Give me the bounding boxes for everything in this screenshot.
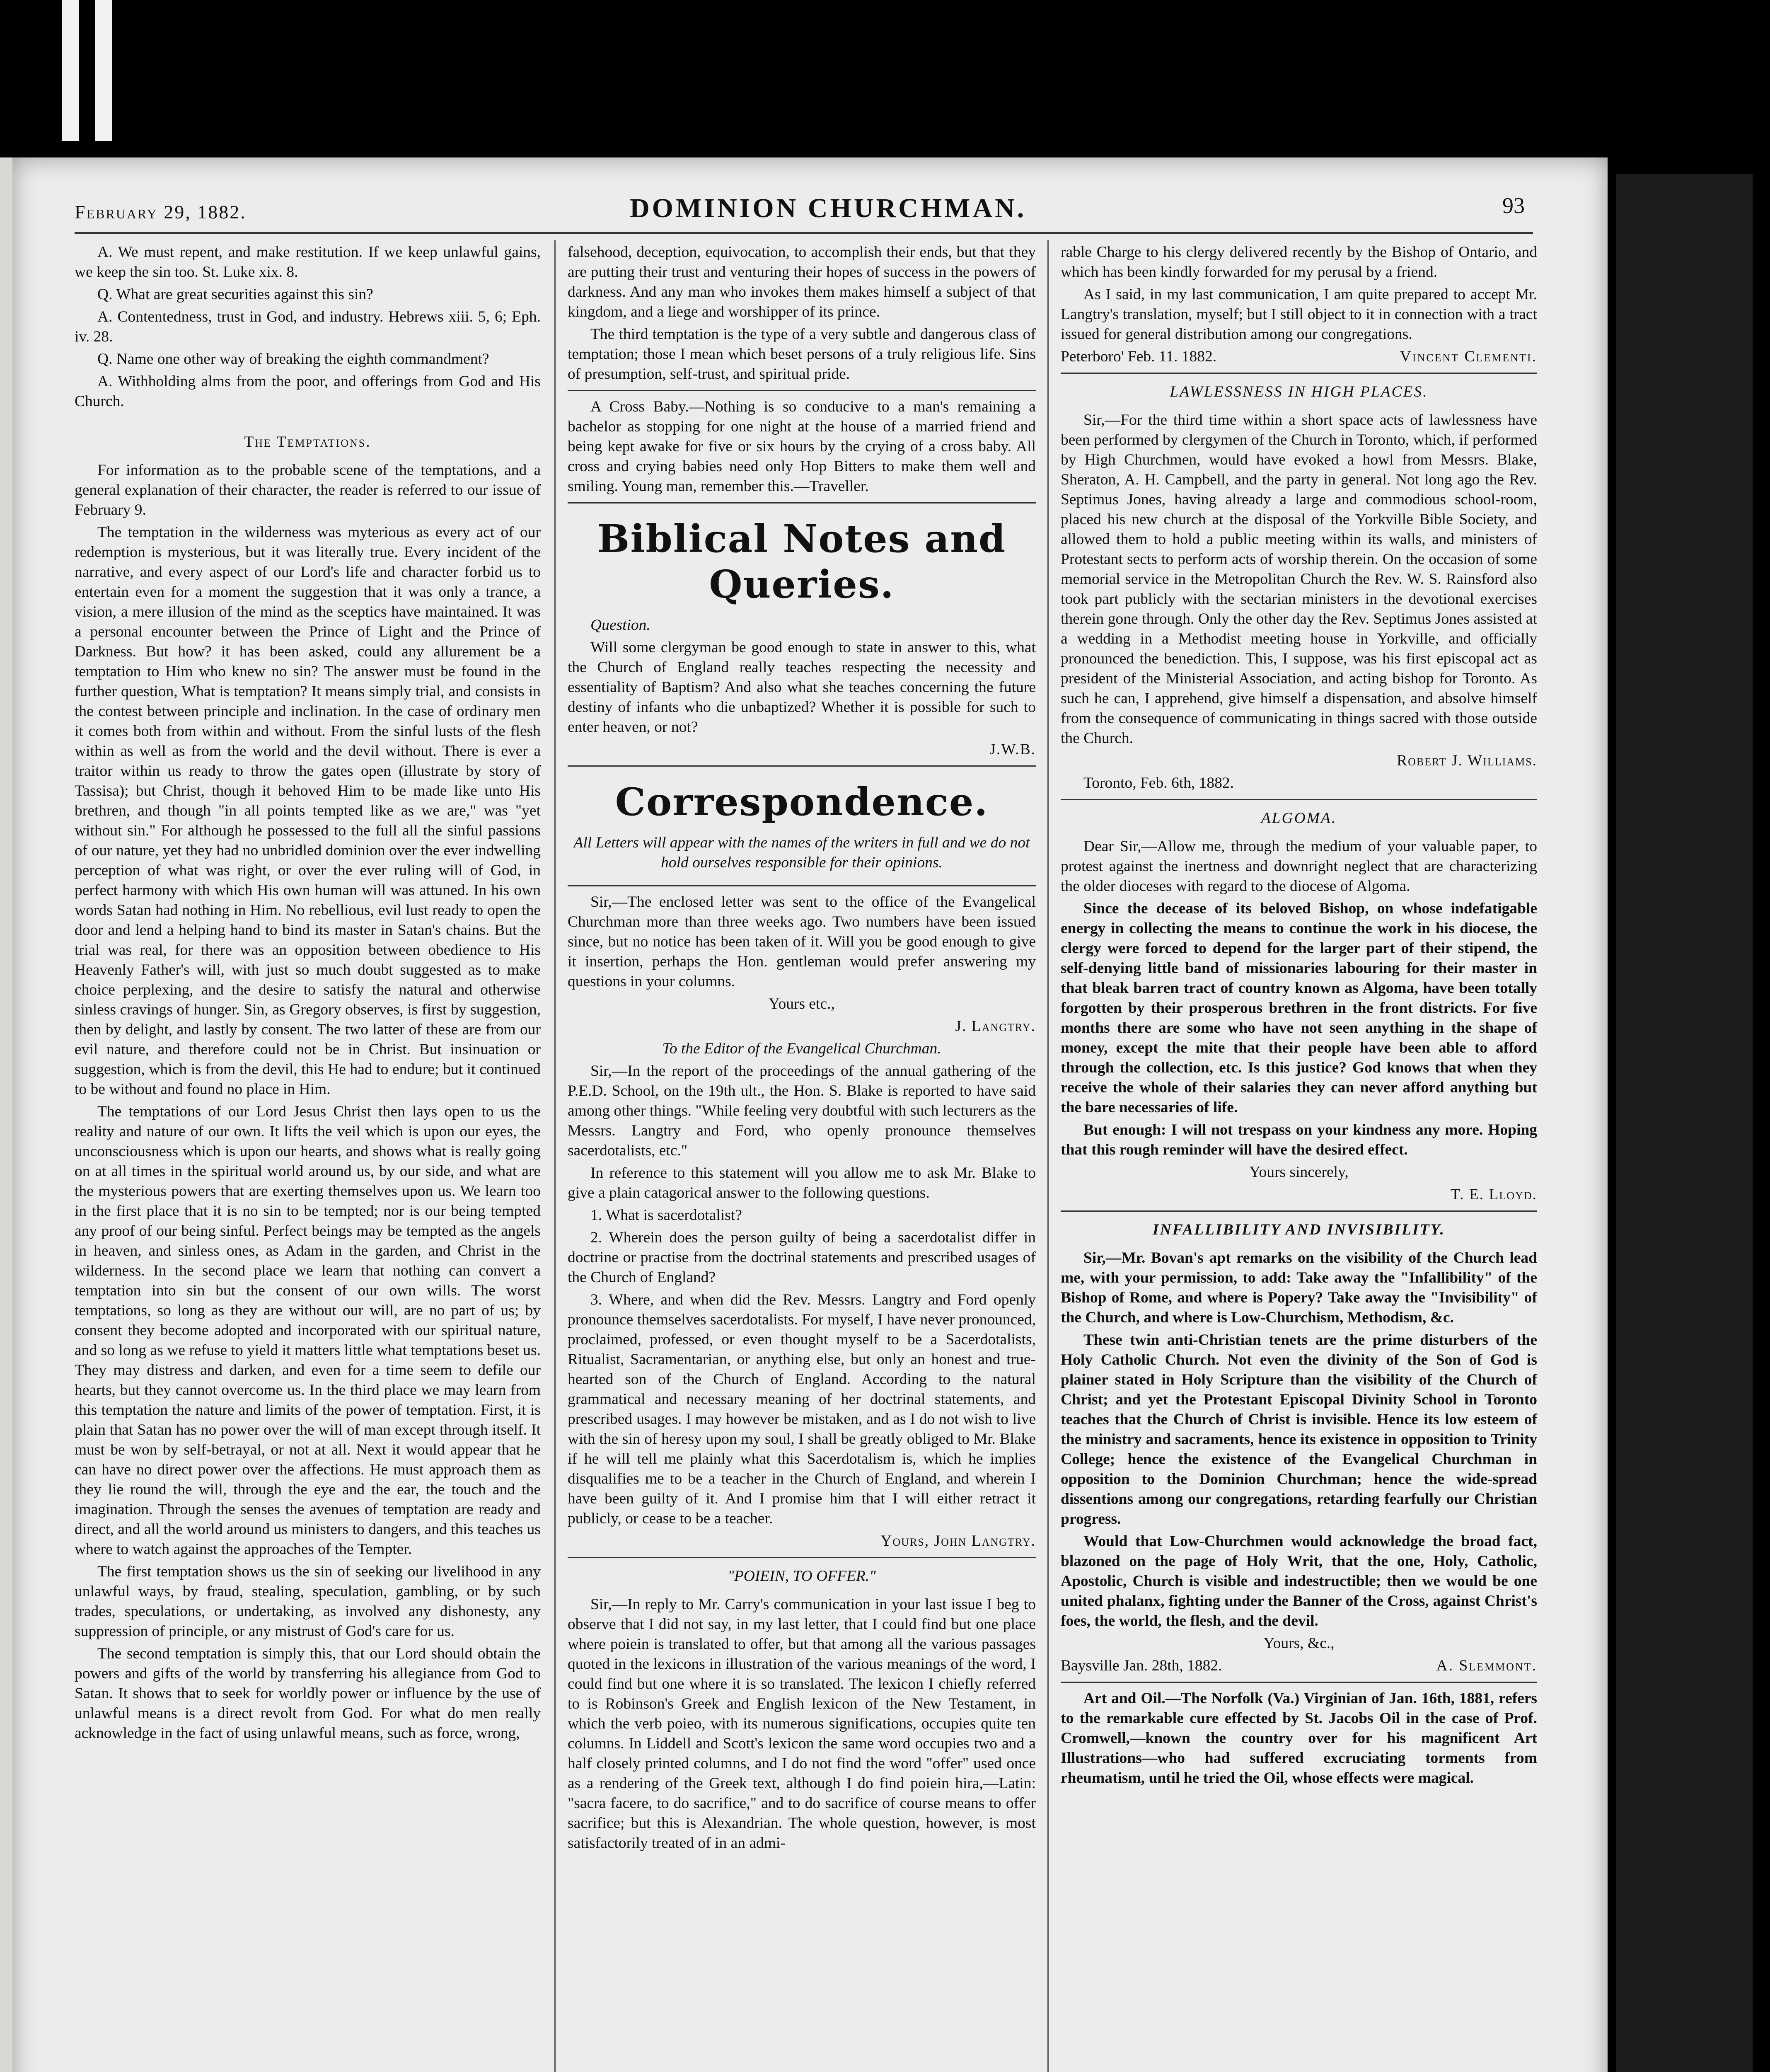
separator bbox=[568, 765, 1036, 767]
letter-paragraph: Sir,—In the report of the proceedings of the annual gathering of the P.E.D. School, on the 19th ult., the Hon. S. Blake is reported to have said among other things. "While feeling very doubtful with such lecturers as the Messrs. Langtry and Ford, who openly pronounce themselves sacerdotalists, etc." bbox=[568, 1063, 1036, 1159]
letter-signature: J. Langtry. bbox=[955, 1018, 1036, 1035]
separator bbox=[568, 885, 1036, 886]
body-paragraph: For information as to the probable scene of the temptations, and a general explanation of their character, the reader is referred to our issue of February 9. bbox=[75, 462, 541, 518]
separator bbox=[568, 1557, 1036, 1558]
question-label: Question. bbox=[590, 617, 650, 634]
letter-signature: Vincent Clementi. bbox=[1400, 348, 1537, 365]
body-paragraph: falsehood, deception, equivocation, to accomplish their ends, but that they are putting their trust and venturing their hopes of success in the powers of darkness. And any man who invokes them makes himself a subject of that kingdom, and a liege and worshipper of its prince. bbox=[568, 244, 1036, 320]
header-date: February 29, 1882. bbox=[75, 201, 247, 223]
letter-closing: Yours, &c., bbox=[1263, 1635, 1335, 1652]
letter-paragraph: Sir,—The enclosed letter was sent to the office of the Evangelical Churchman more than three weeks ago. Two numbers have been issued since, but no notice has been taken of it. Will you be good enough to give it insertion, perhaps the Hon. gentleman would prefer answering my questions in your columns. bbox=[568, 893, 1036, 990]
letter-paragraph: These twin anti-Christian tenets are the prime disturbers of the Holy Catholic Church. Not even the divinity of the Son of God is plainer stated in Holy Scripture than the visibility of the Church of Christ; and yet the Protestant Episcopal Divinity School in Toronto teaches that the Church of Christ is invisible. Hence its low esteem of the ministry and sacraments, hence its existence in opposition to Trinity College; hence the existence of the Evangelical Churchman in opposition to the Dominion Churchman; hence the wide-spread dissentions among our congregations, retarding fearfully our Christian progress. bbox=[1061, 1331, 1537, 1527]
advertisement-art-and-oil: Art and Oil.—The Norfolk (Va.) Virginian of Jan. 16th, 1881, refers to the remarkable cure effected by St. Jacobs Oil in the case of Prof. Cromwell,—known the country over for his magnificent Art Illustrations—who had suffered excruciating torments from rheumatism, until he tried the Oil, whose effects were magical. bbox=[1061, 1690, 1537, 1786]
letter-signature: T. E. Lloyd. bbox=[1450, 1186, 1537, 1203]
section-heading-temptations: The Temptations. bbox=[244, 433, 371, 450]
question-text: Will some clergyman be good enough to state in answer to this, what the Church of England really teaches respecting the necessity and essentiality of Baptism? And also what she teaches concerning the future destiny of infants who die unbaptized? Whether it is possible for such to enter heaven, or not? bbox=[568, 639, 1036, 736]
separator bbox=[1061, 373, 1537, 374]
letter-question: 1. What is sacerdotalist? bbox=[590, 1207, 742, 1224]
section-heading-lawlessness: LAWLESSNESS IN HIGH PLACES. bbox=[1170, 383, 1428, 400]
letter-paragraph: Sir,—For the third time within a short space acts of lawlessness have been performed by clergymen of the Church in Toronto, which, if performed by High Churchmen, would have evoked a howl from Messrs. Blake, Sheraton, A. H. Campbell, and the party in general. Not long ago the Rev. Septimus Jones, having already a large and commodious school-room, placed his new church at the disposal of the Yorkville Bible Society, and allowed them to hold a public meeting within its walls, and ministers of Protestant sects to perform acts of worship therein. On the occasion of some memorial service in the Metropolitan Church the Rev. W. S. Rainsford also took part publicly with the sectarian ministers in the devotional exercises therein gone through. Only the other day the Rev. Septimus Jones assisted at a wedding in a Methodist meeting house in Yorkville, and officially pronounced the benediction. This, I suppose, was his first episcopal act as president of the Ministerial Association, and acting bishop for Toronto. As such he can, I apprehend, give himself a dispensation, and absolve himself from the consequence of communicating in things sacred with those outside the Church. bbox=[1061, 411, 1537, 747]
letter-signature: Robert J. Williams. bbox=[1397, 752, 1537, 769]
body-paragraph: The temptation in the wilderness was myterious as every act of our redemption is mysterious, but it was literally true. Every incident of the narrative, and every aspect of our Lord's life and character forbid us to entertain even for a moment the suggestion that it was only a trance, a vision, a mere illusion of the mind as the sceptics have maintained. It was a personal encounter between the Prince of Light and the Prince of Darkness. But how? it has been asked, could any allurement be a temptation to Him who knew no sin? The answer must be found in the further question, What is temptation? It means simply trial, and consists in the contest between principle and inclination. In the case of ordinary men it comes both from within and without. From the sinful lusts of the flesh within as well as from the world and the devil without. There is ever a traitor within us ready to throw the gates open (illustrate by story of Tassisa); but Christ, though it behoved Him to be made like unto His brethren, and though "in all points tempted like as we are," was "yet without sin." For although he possessed to the full all the sinful passions of our nature, yet they had no unbridled dominion over the ever indwelling perception of what was right, or over the ever ruling will of God, in perfect harmony with which His own human will was attuned. In his own words Satan had nothing in Him. No rebellious, evil lust ready to open the door and lend a helping hand to bind its master in Satan's chains. But the trial was real, for there was an opposition between obedience to His Heavenly Father's will, with just so much doubt suggested as to make choice perplexing, and the desire to satisfy the natural and otherwise sinless cravings of hunger. Sin, as Gregory observes, is first by suggestion, then by delight, and lastly by consent. The two latter of these are from our evil nature, and therefore could not be in Christ. But insinuation or suggestion, which is from the devil, this He had to endure; but it continued to be without and found no place in Him. bbox=[75, 524, 541, 1098]
catechism-answer: A. Contentedness, trust in God, and industry. Hebrews xiii. 5, 6; Eph. iv. 28. bbox=[75, 308, 541, 345]
film-edge-left-2 bbox=[95, 0, 112, 141]
letter-paragraph: rable Charge to his clergy delivered recently by the Bishop of Ontario, and which has been kindly forwarded for my perusal by a friend. bbox=[1061, 244, 1537, 281]
section-heading-correspondence: Correspondence. bbox=[615, 779, 989, 824]
body-paragraph: The third temptation is the type of a very subtle and dangerous class of temptation; those I mean which beset persons of a truly religious life. Sins of presumption, self-trust, and spiritual pride. bbox=[568, 326, 1036, 382]
column-rule-1 bbox=[554, 240, 556, 2072]
letter-address: To the Editor of the Evangelical Churchman. bbox=[662, 1040, 941, 1057]
letter-paragraph: Since the decease of its beloved Bishop, on whose indefatigable energy in collecting the means to continue the work in his diocese, the clergy were forced to depend for the larger part of their stipend, the self-denying little band of missionaries labouring for their master in that bleak barren tract of country known as Algoma, have been totally forgotten by their prosperous brethren in the front districts. For five months there are some who have not seen anything in the shape of money, except the mite that their people have been able to afford through the collection, etc. Is this justice? God knows that when they receive the whole of their salaries they can never afford anything but the bare necessaries of life. bbox=[1061, 900, 1537, 1116]
letter-dateline bbox=[1061, 347, 1537, 367]
film-edge-left-1 bbox=[62, 0, 79, 141]
letter-place-date: Peterboro' Feb. 11. 1882. bbox=[1061, 348, 1217, 365]
body-paragraph: The second temptation is simply this, that our Lord should obtain the powers and gifts of the world by transferring his allegiance from God to Satan. It shows that to seek for worldly power or influence by the use of unlawful means is a direct revolt from God. For what do men really acknowledge in the fact of using unlawful means, such as force, wrong, bbox=[75, 1645, 541, 1742]
correspondence-note: All Letters will appear with the names of the writers in full and we do not hold ourselves responsible for their opinions. bbox=[573, 834, 1030, 871]
letter-signature: A. Slemmont. bbox=[1436, 1657, 1537, 1674]
question-signature: J.W.B. bbox=[989, 741, 1036, 758]
letter-closing: Yours etc., bbox=[769, 995, 835, 1012]
letter-signature: Yours, John Langtry. bbox=[880, 1532, 1036, 1549]
column-1 bbox=[75, 242, 541, 1746]
letter-paragraph: As I said, in my last communication, I am quite prepared to accept Mr. Langtry's translation, myself; but I still object to it in connection with a tract issued for general distribution among our congregations. bbox=[1061, 286, 1537, 343]
separator bbox=[1061, 1682, 1537, 1683]
letter-place-date: Toronto, Feb. 6th, 1882. bbox=[1083, 775, 1234, 792]
body-paragraph: The first temptation shows us the sin of seeking our livelihood in any unlawful ways, by fraud, stealing, speculation, gambling, or by such trades, speculations, or undertaking, as involved any dishonesty, any suppression of principle, or any mistrust of God's care for us. bbox=[75, 1563, 541, 1640]
separator bbox=[1061, 799, 1537, 800]
letter-paragraph: Sir,—In reply to Mr. Carry's communication in your last issue I beg to observe that I did not say, in my last letter, that I could find but one place where poiein is translated to offer, but that among all the various passages quoted in the lexicons in illustration of the various meanings of the word, I could find but one where it is so translated. The lexicon I chiefly referred to is Robinson's Greek and English lexicon of the New Testament, in which the verb poieo, with its numerous significations, occupies quite ten columns. In Liddell and Scott's lexicon the same word occupies two and a half closely printed columns, and I do not find the word "offer" used once as a rendering of the Greek text, although I do find poiein hira,—Latin: "sacra facere, to do sacrifice," and to do sacrifice of course means to offer sacrifice; but this is Alexandrian. The whole question, however, is most satisfactorily treated of in an admi- bbox=[568, 1596, 1036, 1852]
letter-question: 3. Where, and when did the Rev. Messrs. Langtry and Ford openly pronounce themselves sacerdotalists. For myself, I have never pronounced, proclaimed, professed, or even thought myself to be a Sacerdotalists, Ritualist, Sacramentarian, or anything else, but only an honest and true-hearted son of the Church of England. According to the natural grammatical and necessary meaning of her doctrinal statements, and prescribed usages. I may however be mistaken, and as I do not wish to live with the sin of heresy upon my soul, I shall be greatly obliged to Mr. Blake if he will tell me plainly what this Sacerdotalism is, which he implies disqualifies me to be a teacher in the Church of England, and wherein I have been guilty of it. And I promise him that I will either retract it publicly, or cease to be a teacher. bbox=[568, 1291, 1036, 1527]
letter-paragraph: In reference to this statement will you allow me to ask Mr. Blake to give a plain catagorical answer to the following questions. bbox=[568, 1164, 1036, 1201]
section-heading-infallibility: INFALLIBILITY AND INVISIBILITY. bbox=[1153, 1221, 1445, 1238]
separator bbox=[568, 502, 1036, 503]
column-3 bbox=[1061, 242, 1537, 1791]
page-header bbox=[75, 189, 1525, 226]
section-heading-poiein: "POIEIN, TO OFFER." bbox=[728, 1568, 876, 1585]
separator bbox=[1061, 1210, 1537, 1212]
page-binding-shadow bbox=[1616, 174, 1753, 2072]
letter-paragraph: Would that Low-Churchmen would acknowledge the broad fact, blazoned on the page of Holy Writ, that the one, Holy, Catholic, Apostolic, Church is visible and indestructible; then we would be one united phalanx, fighting under the Banner of the Cross, against Christ's foes, the world, the flesh, and the devil. bbox=[1061, 1533, 1537, 1629]
letter-closing: Yours sincerely, bbox=[1249, 1164, 1349, 1181]
separator bbox=[568, 390, 1036, 391]
header-rule bbox=[75, 232, 1533, 234]
catechism-question: Q. What are great securities against this sin? bbox=[97, 286, 373, 303]
column-rule-2 bbox=[1047, 240, 1049, 2072]
body-paragraph: The temptations of our Lord Jesus Christ then lays open to us the reality and nature of our own. It lifts the veil which is upon our eyes, the unconsciousness which is upon our hearts, and shows what is really going on at all times in the spiritual world around us, by our side, and what are the mysterious powers that are exerting themselves upon us. We learn too in the first place that it is no sin to be tempted; nor is our being tempted any proof of our being sinful. Perfect beings may be tempted as the angels in heaven, and sinless ones, as Adam in the garden, and Christ in the wilderness. In the second place we learn that nothing can convert a temptation into sin but the consent of our own wills. The worst temptations, so long as they are without our will, are no part of us; by consent they become adopted and incorporated with our spiritual nature, and so long as we refuse to yield it matters little what temptations beset us. They may distress and darken, and even for a time seem to defile our hearts, but they cannot overcome us. In the third place we may learn from this temptation the nature and limits of the power of temptation. First, it is plain that Satan has no power over the will of man except through itself. It must be won by self-betrayal, or not at all. Next it would appear that he can have no direct power over the affections. He must approach them as they lie round the will, through the eye and the ear, the touch and the imagination. Through the senses the avenues of temptation are ready and direct, and all the world around us ministers to dangers, and this teaches us where to watch against the approaches of the Tempter. bbox=[75, 1103, 541, 1558]
masthead-title: DOMINION CHURCHMAN. bbox=[630, 193, 1027, 223]
column-2 bbox=[568, 242, 1036, 1856]
advertisement-cross-baby: A Cross Baby.—Nothing is so conducive to a man's remaining a bachelor as stopping for one night at the house of a married friend and being kept awake for five or six hours by the crying of a cross baby. All cross and crying babies need only Hop Bitters to make them well and smiling. Young man, remember this.—Traveller. bbox=[568, 398, 1036, 495]
letter-paragraph: Dear Sir,—Allow me, through the medium of your valuable paper, to protest against the inertness and downright neglect that are characterizing the older dioceses with regard to the diocese of Algoma. bbox=[1061, 838, 1537, 895]
catechism-answer: A. Withholding alms from the poor, and offerings from God and His Church. bbox=[75, 373, 541, 410]
catechism-question: Q. Name one other way of breaking the eighth commandment? bbox=[97, 351, 489, 368]
letter-dateline bbox=[1061, 1656, 1537, 1676]
letter-question: 2. Wherein does the person guilty of being a sacerdotalist differ in doctrine or practise from the doctrinal statements and prescribed usages of the Church of England? bbox=[568, 1229, 1036, 1286]
page-number: 93 bbox=[1502, 193, 1525, 218]
letter-paragraph: But enough: I will not trespass on your kindness any more. Hoping that this rough reminder will have the desired effect. bbox=[1061, 1121, 1537, 1158]
letter-place-date: Baysville Jan. 28th, 1882. bbox=[1061, 1657, 1222, 1674]
letter-paragraph: Sir,—Mr. Bovan's apt remarks on the visibility of the Church lead me, with your permission, to add: Take away the "Infallibility" of the Bishop of Rome, and where is Popery? Take away the "Invisibility" of the Church, and where is Low-Churchism, Methodism, &c. bbox=[1061, 1249, 1537, 1326]
section-heading-algoma: ALGOMA. bbox=[1261, 810, 1337, 827]
catechism-answer: A. We must repent, and make restitution. If we keep unlawful gains, we keep the sin too. St. Luke xix. 8. bbox=[75, 244, 541, 281]
section-heading-biblical-notes: Biblical Notes and Queries. bbox=[597, 516, 1006, 607]
